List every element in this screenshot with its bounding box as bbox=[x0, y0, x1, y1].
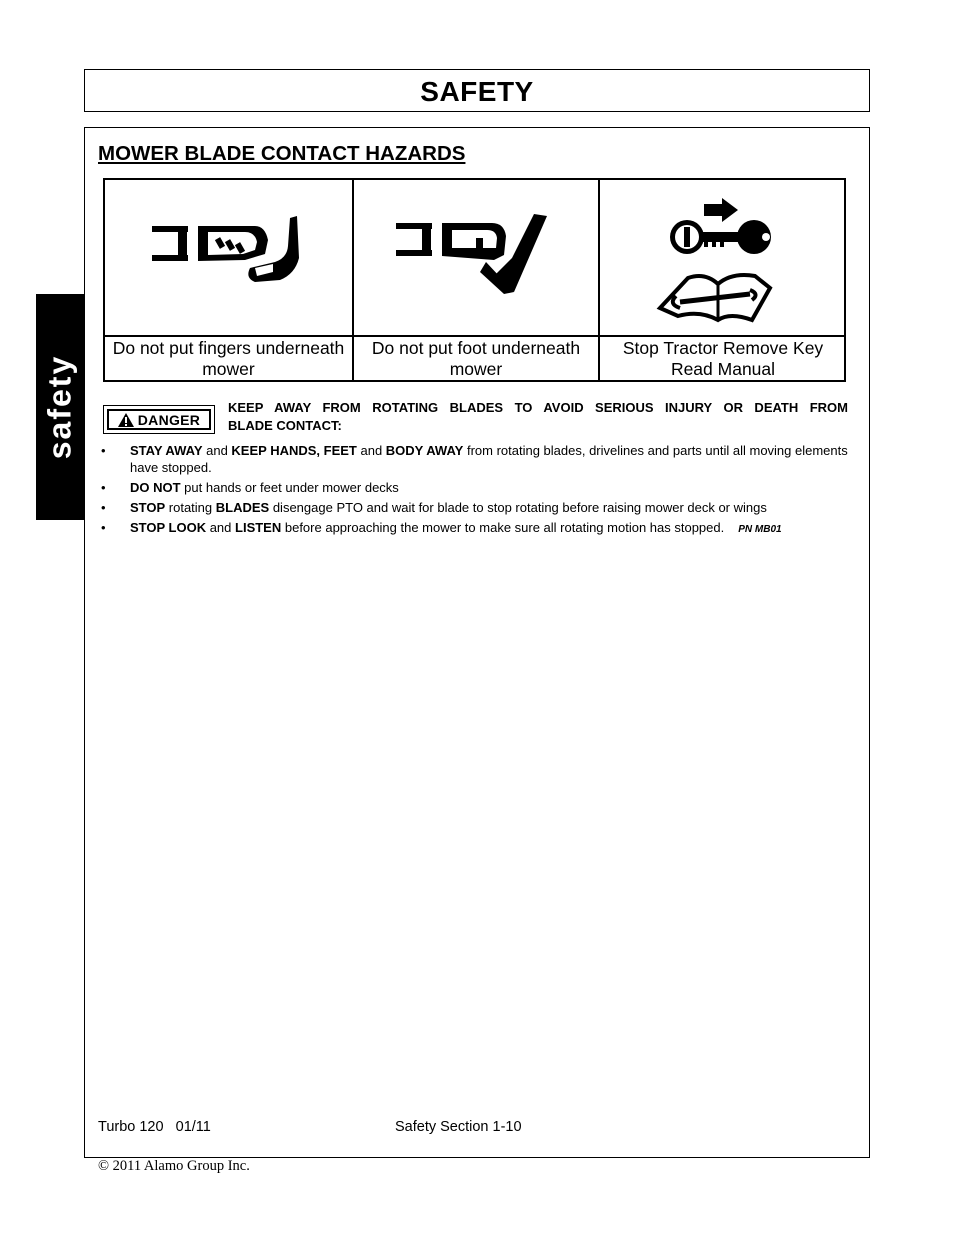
danger-statement bbox=[228, 399, 848, 435]
danger-line-2: BLADE CONTACT: bbox=[228, 418, 342, 433]
pictogram-caption: Do not put foot underneath mower bbox=[371, 337, 581, 379]
list-item: • DO NOT put hands or feet under mower decks bbox=[100, 479, 850, 496]
pictogram-table bbox=[103, 178, 846, 382]
footer-section: Safety Section 1-10 bbox=[395, 1119, 522, 1135]
pictogram-caption: Do not put fingers underneath mower bbox=[112, 337, 345, 379]
safety-bullet-list bbox=[100, 442, 850, 541]
page-header bbox=[84, 69, 870, 112]
key-and-manual-icon bbox=[600, 180, 846, 333]
part-number: PN MB01 bbox=[738, 524, 782, 535]
hand-under-mower-icon bbox=[105, 180, 348, 333]
list-item: • STOP rotating BLADES disengage PTO and wait for blade to stop rotating before raising mower deck or wings bbox=[100, 499, 850, 516]
side-tab-label: safety bbox=[41, 354, 78, 460]
warning-triangle-icon bbox=[118, 413, 134, 427]
pictogram-cell bbox=[105, 180, 354, 380]
list-item: • STOP LOOK and LISTEN before approaching the mower to make sure all rotating motion has stopped. PN MB01 bbox=[100, 519, 850, 538]
danger-line-1: KEEP AWAY FROM ROTATING BLADES TO AVOID SERIOUS INJURY OR DEATH FROM bbox=[228, 400, 848, 415]
danger-label: DANGER bbox=[137, 411, 201, 428]
copyright: © 2011 Alamo Group Inc. bbox=[98, 1158, 250, 1174]
side-tab bbox=[36, 294, 84, 520]
pictogram-caption: Stop Tractor Remove Key Read Manual bbox=[622, 337, 824, 379]
footer-model: Turbo 120 01/11 bbox=[98, 1119, 211, 1135]
pictogram-cell bbox=[354, 180, 600, 380]
foot-under-mower-icon bbox=[354, 180, 594, 333]
list-item: • STAY AWAY and KEEP HANDS, FEET and BODY AWAY from rotating blades, drivelines and parts until all moving elements have stopped. bbox=[100, 442, 850, 476]
page-title: SAFETY bbox=[420, 76, 534, 107]
section-title: MOWER BLADE CONTACT HAZARDS bbox=[98, 142, 466, 165]
danger-badge bbox=[103, 405, 215, 434]
pictogram-cell bbox=[600, 180, 846, 380]
